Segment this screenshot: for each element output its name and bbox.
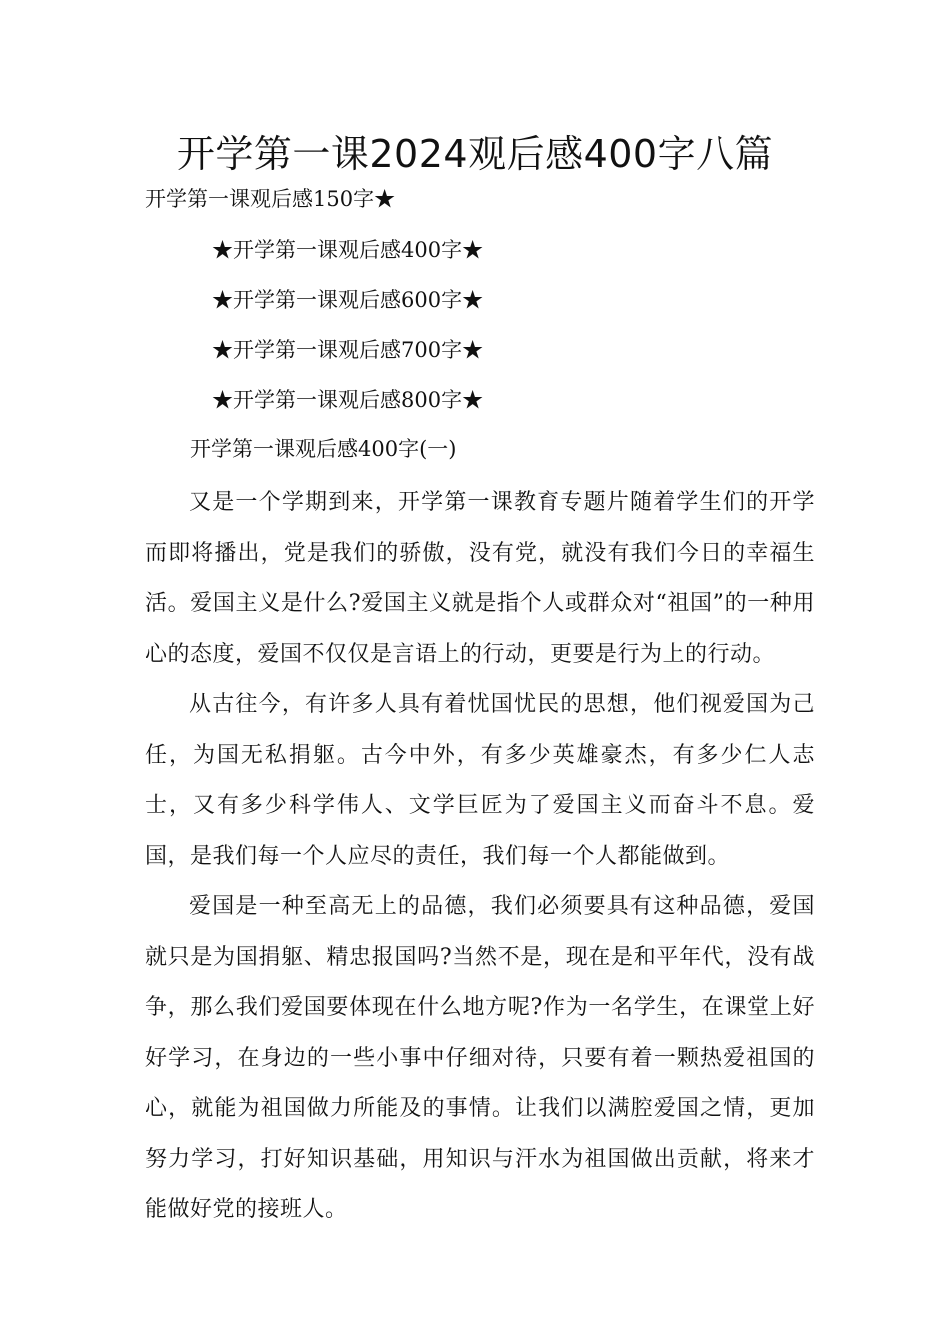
paragraph: 又是一个学期到来，开学第一课教育专题片随着学生们的开学而即将播出，党是我们的骄傲，没有党，就没有我们今日的幸福生活。爱国主义是什么?爱国主义就是指个人或群众对“祖国”的一种用心的态度，爱国不仅仅是言语上的行动，更要是行为上的行动。 (145, 490, 815, 667)
toc-item[interactable]: ★开学第一课观后感400字★ (212, 238, 484, 262)
paragraph: 爱国是一种至高无上的品德，我们必须要具有这种品德，爱国就只是为国捐躯、精忠报国吗?当然不是，现在是和平年代，没有战争，那么我们爱国要体现在什么地方呢?作为一名学生，在课堂上好好学习，在身边的一些小事中仔细对待，只要有着一颗热爱祖国的心，就能为祖国做力所能及的事情。让我们以满腔爱国之情，更加努力学习，打好知识基础，用知识与汗水为祖国做出贡献，将来才能做好党的接班人。 (145, 894, 815, 1222)
toc-item[interactable]: 开学第一课观后感150字★ (145, 187, 396, 211)
section-heading: 开学第一课观后感400字(一) (190, 437, 457, 461)
toc-item[interactable]: ★开学第一课观后感700字★ (212, 338, 484, 362)
document-title: 开学第一课2024观后感400字八篇 (176, 132, 774, 176)
toc-item[interactable]: ★开学第一课观后感600字★ (212, 288, 484, 312)
article-body (145, 478, 815, 1236)
toc-item[interactable]: ★开学第一课观后感800字★ (212, 388, 484, 412)
paragraph: 从古往今，有许多人具有着忧国忧民的思想，他们视爱国为己任，为国无私捐躯。古今中外，有多少英雄豪杰，有多少仁人志士，又有多少科学伟人、文学巨匠为了爱国主义而奋斗不息。爱国，是我们每一个人应尽的责任，我们每一个人都能做到。 (145, 692, 815, 869)
